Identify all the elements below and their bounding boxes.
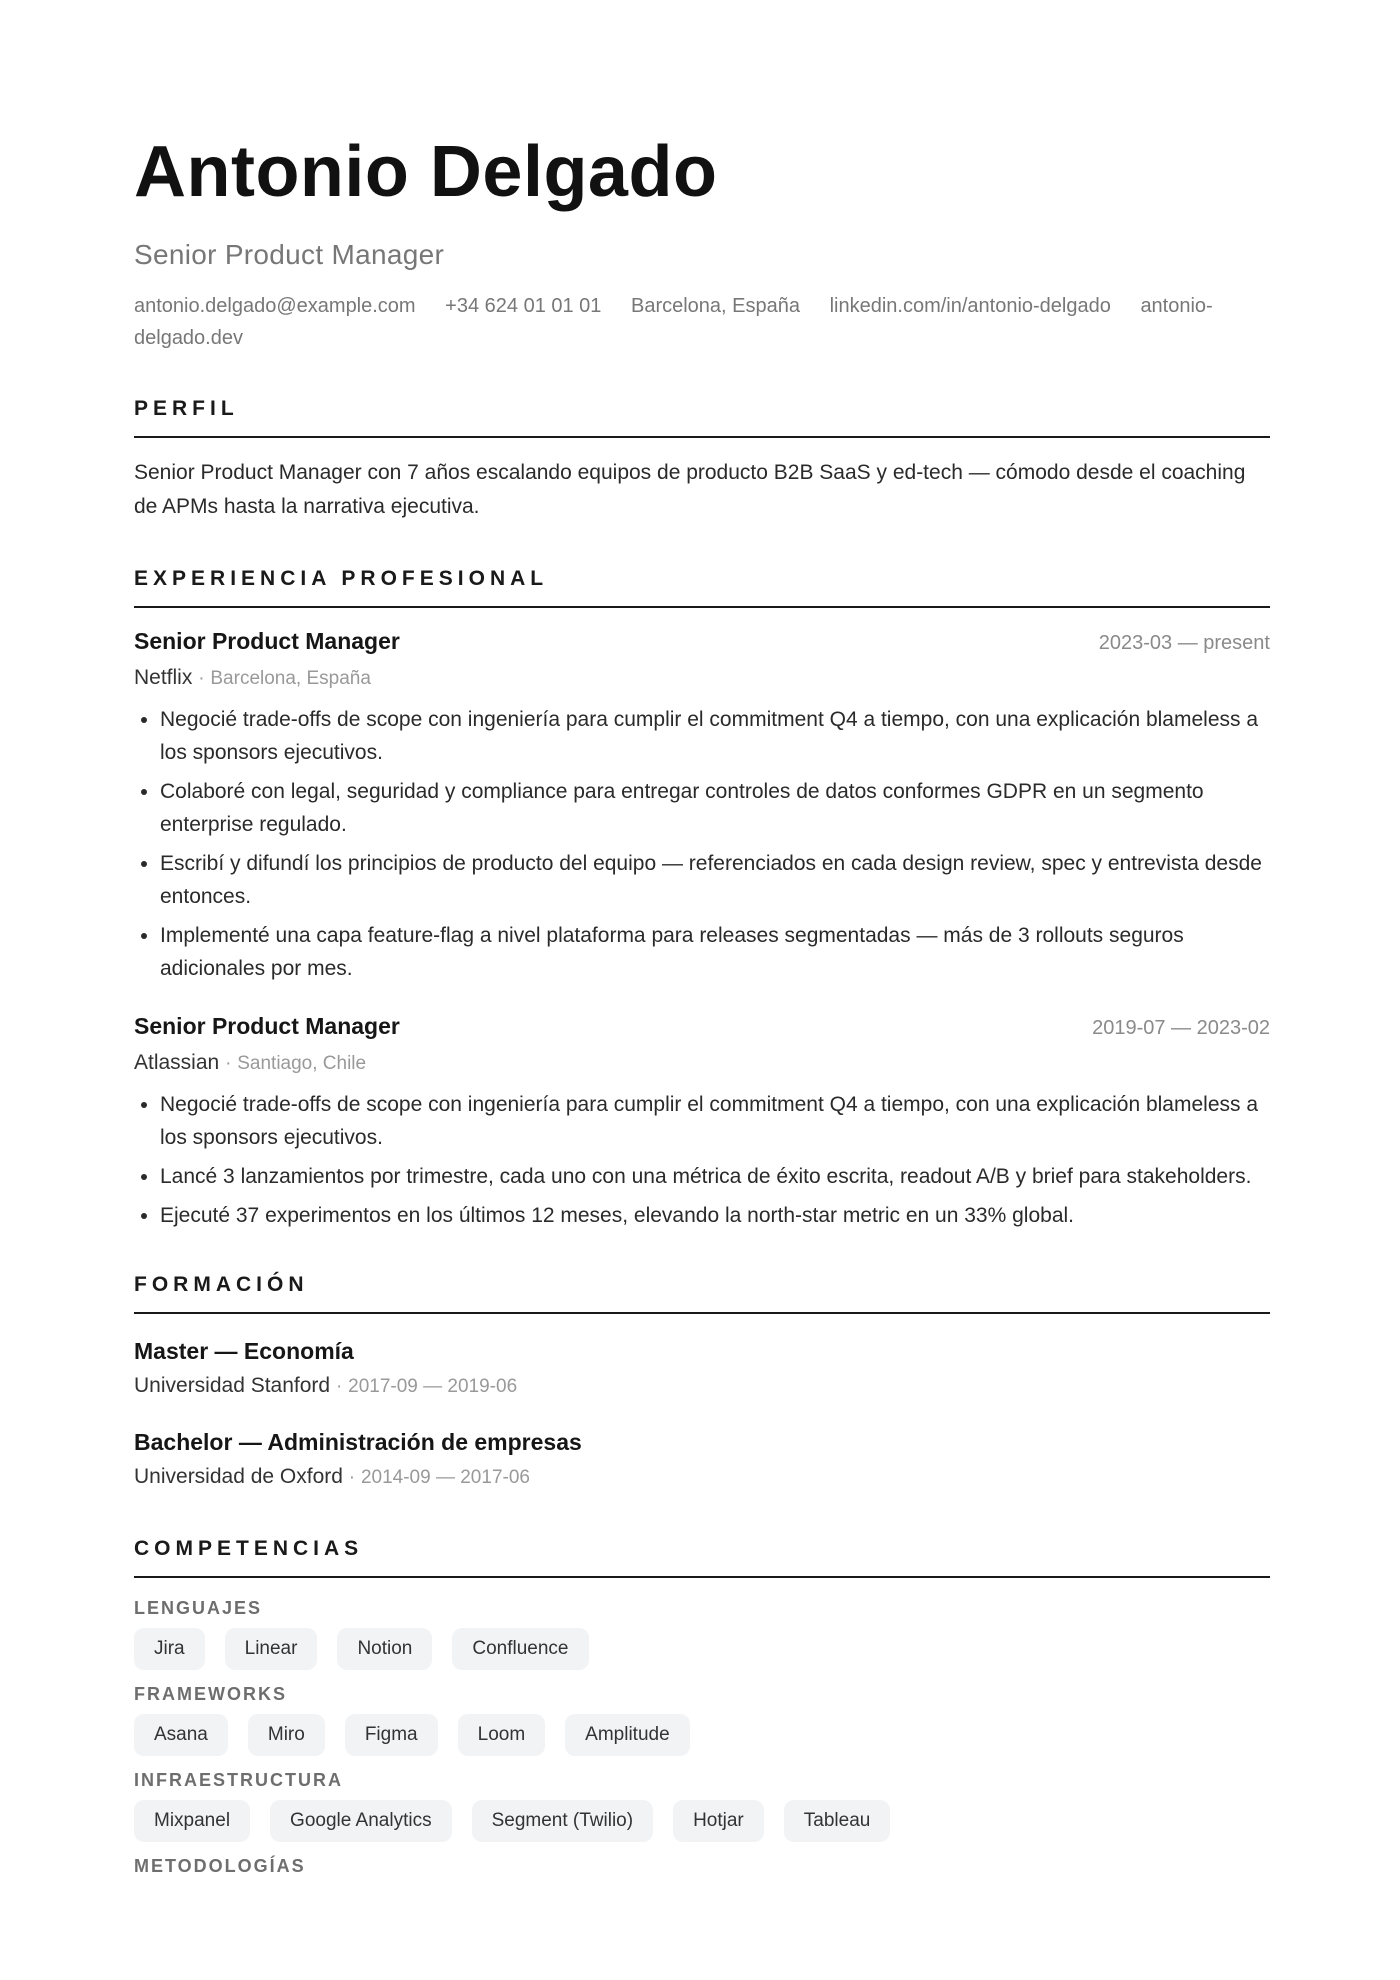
job-bullet: • Escribí y difundí los principios de producto del equipo — referenciados en cada design review, spec y entrevista desde entonces. [160,847,1270,913]
job-entry [134,626,1270,985]
skill-chips [134,1628,1270,1670]
section-title-experiencia: EXPERIENCIA PROFESIONAL [134,566,1270,608]
skill-group-lenguajes [134,1596,1270,1670]
edu-separator: · [335,1376,343,1397]
education-degree: Bachelor — Administración de empresas [134,1429,582,1455]
skill-chip: Mixpanel [134,1800,250,1842]
skill-chip: Loom [458,1714,546,1756]
job-location: Barcelona, España [210,668,371,689]
job-org [134,1049,1270,1078]
org-separator: · [225,1053,232,1074]
skill-group-metodologias [134,1854,1270,1878]
contact-phone[interactable]: +34 624 01 01 01 [445,295,602,317]
job-bullet: • Negocié trade-offs de scope con ingeniería para cumplir el commitment Q4 a tiempo, con una explicación blameless a los sponsors ejecutivos. [160,1088,1270,1154]
skill-group-infraestructura [134,1768,1270,1842]
skill-group-label: METODOLOGÍAS [134,1856,306,1876]
skill-chip: Amplitude [565,1714,690,1756]
skill-chips [134,1714,1270,1756]
skill-group-frameworks [134,1682,1270,1756]
education-details [134,1463,1270,1492]
job-dates: 2019-07 — 2023-02 [1092,1017,1270,1039]
profile-summary: Senior Product Manager con 7 años escalando equipos de producto B2B SaaS y ed-tech — cómodo desde el coaching de APMs hasta la narrativa ejecutiva. [134,461,1246,518]
job-header [134,1011,1270,1041]
job-bullets [134,703,1270,985]
job-bullet: • Colaboré con legal, seguridad y compliance para entregar controles de datos conformes GDPR en un segmento enterprise regulado. [160,775,1270,841]
edu-separator: · [348,1467,356,1488]
section-title-perfil: PERFIL [134,396,1270,438]
contact-website[interactable]: antonio-delgado.dev [134,295,1213,349]
section-title-formacion: FORMACIÓN [134,1272,1270,1314]
job-bullets [134,1088,1270,1232]
job-header [134,626,1270,656]
candidate-name: Antonio Delgado [134,132,718,212]
education-entry [134,1336,1270,1401]
skill-chip: Segment (Twilio) [472,1800,654,1842]
education-details [134,1372,1270,1401]
skill-chips [134,1800,1270,1842]
job-title: Senior Product Manager [134,628,400,654]
skill-chip: Jira [134,1628,205,1670]
job-bullet: • Lancé 3 lanzamientos por trimestre, cada uno con una métrica de éxito escrita, readout A/B y brief para stakeholders. [160,1160,1270,1193]
skill-chip: Asana [134,1714,228,1756]
job-bullet: • Negocié trade-offs de scope con ingeniería para cumplir el commitment Q4 a tiempo, con una explicación blameless a los sponsors ejecutivos. [160,703,1270,769]
skill-chip: Notion [337,1628,432,1670]
education-dates: 2017-09 — 2019-06 [348,1376,518,1397]
skill-group-label: LENGUAJES [134,1598,263,1618]
job-entry [134,1011,1270,1232]
education-degree: Master — Economía [134,1338,354,1364]
job-bullet: • Ejecuté 37 experimentos en los últimos 12 meses, elevando la north-star metric en un 33% global. [160,1199,1270,1232]
skill-chip: Google Analytics [270,1800,452,1842]
org-separator: · [198,668,205,689]
education-school: Universidad de Oxford [134,1465,343,1488]
job-title: Senior Product Manager [134,1013,400,1039]
education-entry [134,1427,1270,1492]
skill-chip: Hotjar [673,1800,764,1842]
section-title-competencias: COMPETENCIAS [134,1536,1270,1578]
contact-linkedin[interactable]: linkedin.com/in/antonio-delgado [829,295,1111,317]
job-company: Netflix [134,666,193,689]
contact-email[interactable]: antonio.delgado@example.com [134,295,416,317]
skill-chip: Confluence [452,1628,588,1670]
skill-chip: Linear [225,1628,318,1670]
skill-chip: Tableau [784,1800,891,1842]
job-bullet: • Implementé una capa feature-flag a nivel plataforma para releases segmentadas — más de 3 rollouts seguros adicionales por mes. [160,919,1270,985]
skill-group-label: FRAMEWORKS [134,1684,287,1704]
education-school: Universidad Stanford [134,1374,331,1397]
contact-location: Barcelona, España [630,295,800,317]
job-location: Santiago, Chile [237,1053,367,1074]
education-dates: 2014-09 — 2017-06 [360,1467,530,1488]
resume-content [134,128,1270,1878]
skill-chip: Miro [248,1714,325,1756]
job-company: Atlassian [134,1051,220,1074]
contact-line [134,290,1270,354]
job-org [134,664,1270,693]
skill-group-label: INFRAESTRUCTURA [134,1770,343,1790]
candidate-role: Senior Product Manager [134,239,445,270]
skill-chip: Figma [345,1714,438,1756]
job-dates: 2023-03 — present [1098,632,1270,654]
